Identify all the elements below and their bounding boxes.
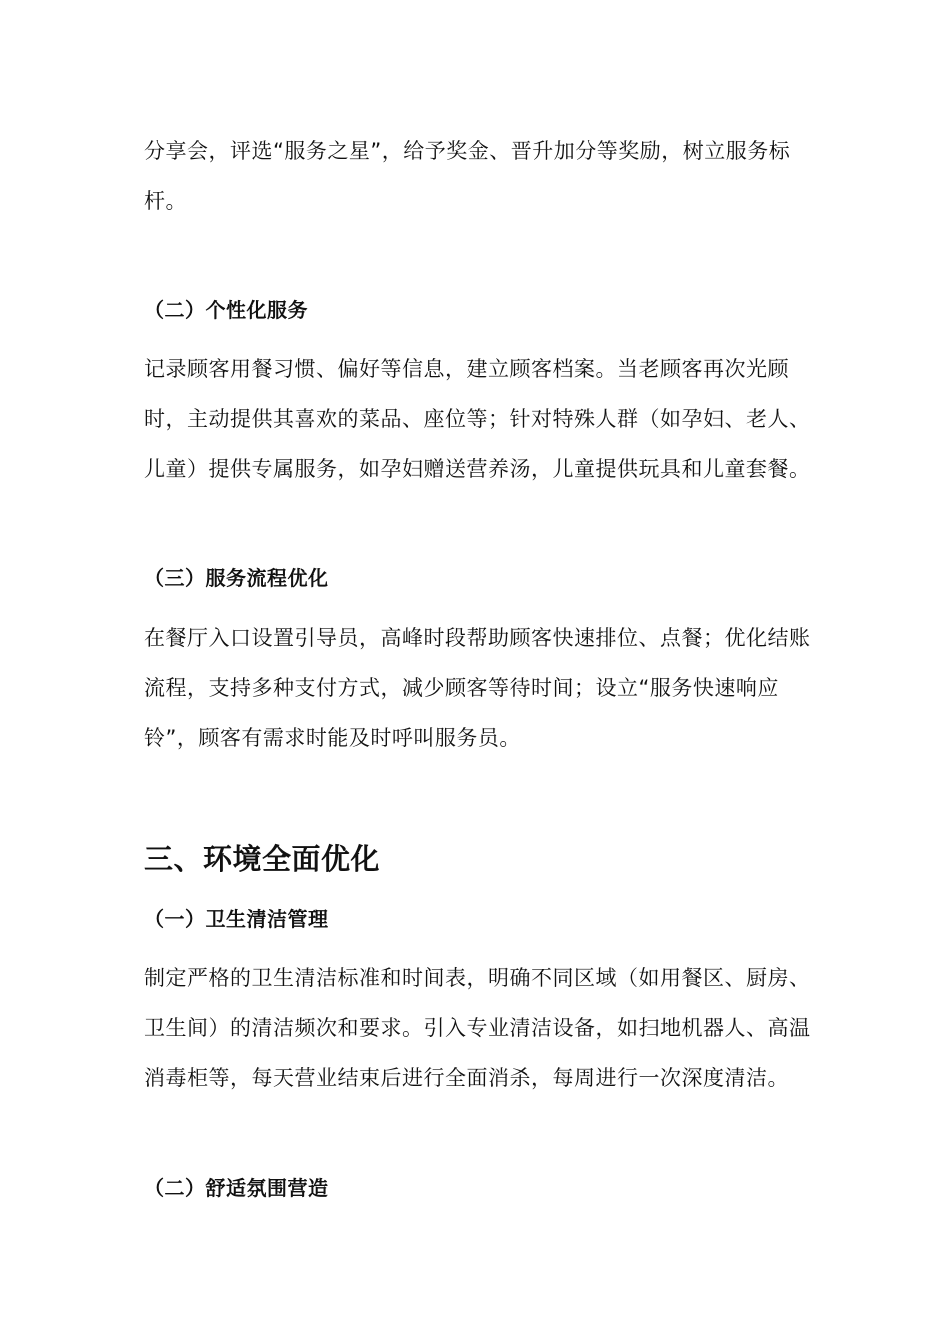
paragraph-process-optimization: 在餐厅入口设置引导员，高峰时段帮助顾客快速排位、点餐；优化结账流程，支持多种支付方式，减少顾客等待时间；设立“服务快速响应铃”，顾客有需求时能及时呼叫服务员。 <box>144 626 811 750</box>
subheading-atmosphere: （二）舒适氛围营造 <box>144 1176 329 1200</box>
subheading-hygiene-management: （一）卫生清洁管理 <box>144 907 329 931</box>
paragraph-service-star: 分享会，评选“服务之星”，给予奖金、晋升加分等奖励，树立服务标杆。 <box>144 139 791 213</box>
paragraph-hygiene-management: 制定严格的卫生清洁标准和时间表，明确不同区域（如用餐区、厨房、卫生间）的清洁频次和要求。引入专业清洁设备，如扫地机器人、高温消毒柜等，每天营业结束后进行全面消杀，每周进行一次深度清洁。 <box>144 966 811 1090</box>
subheading-process-optimization: （三）服务流程优化 <box>144 566 329 590</box>
paragraph-personalized-service: 记录顾客用餐习惯、偏好等信息，建立顾客档案。当老顾客再次光顾时，主动提供其喜欢的菜品、座位等；针对特殊人群（如孕妇、老人、儿童）提供专属服务，如孕妇赠送营养汤，儿童提供玩具和儿童套餐。 <box>144 357 811 481</box>
section-heading-environment: 三、环境全面优化 <box>144 842 381 876</box>
subheading-personalized-service: （二）个性化服务 <box>144 298 308 322</box>
